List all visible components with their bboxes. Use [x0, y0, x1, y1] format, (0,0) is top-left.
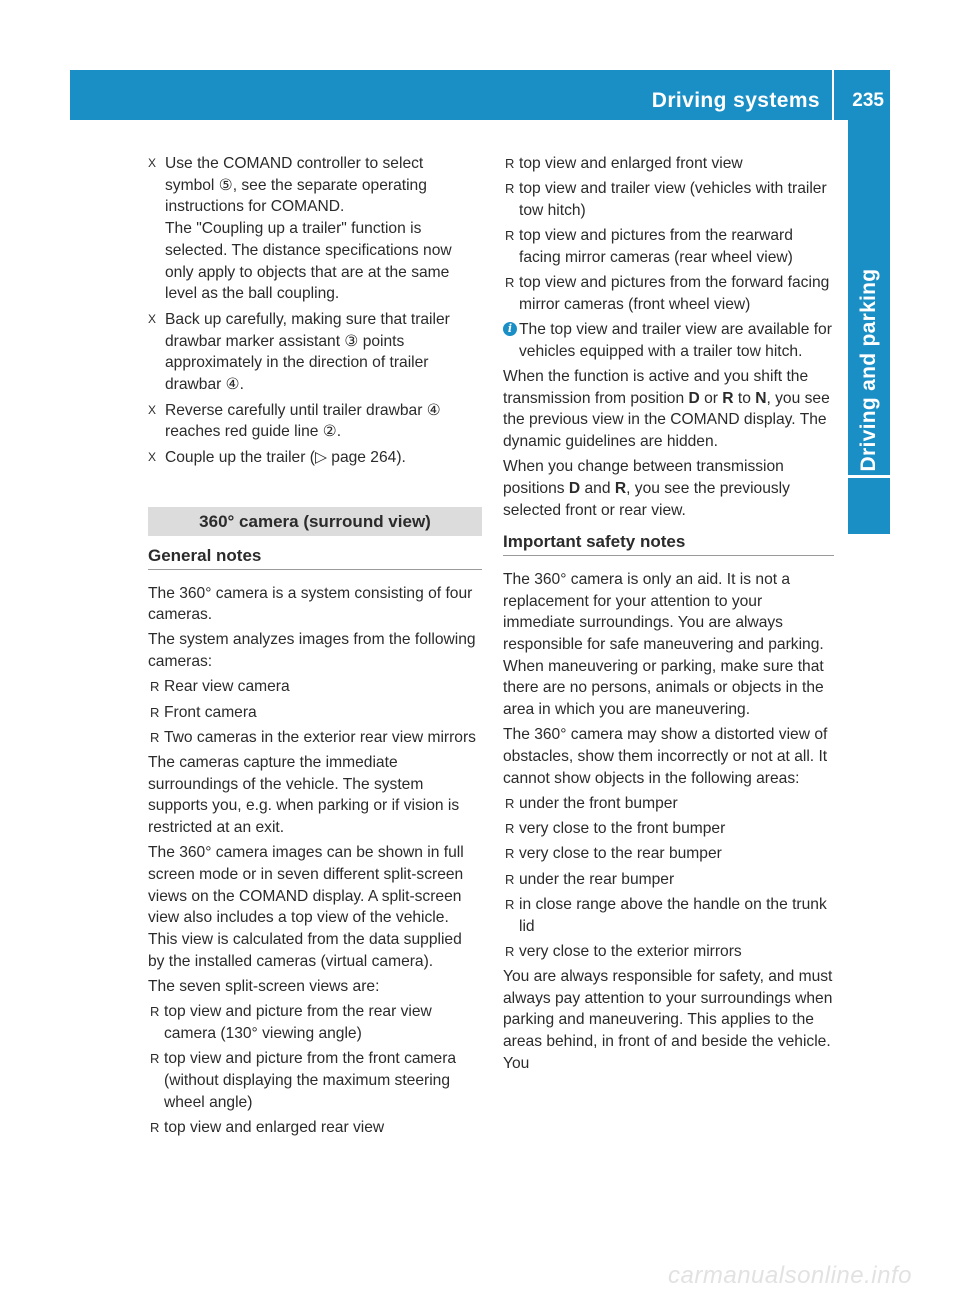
step-line: Use the COMAND controller to select — [165, 155, 424, 172]
paragraph: The 360° camera may show a distorted view of obstacles, show them incorrectly or not at all. It cannot show objects in the following areas: — [503, 726, 828, 787]
list-item — [503, 225, 834, 268]
list-item-text: very close to the rear bumper — [519, 845, 722, 863]
watermark: carmanualsonline.info — [668, 1262, 912, 1289]
header-divider — [832, 70, 834, 120]
gear-position: R — [614, 479, 627, 497]
step-arrow-icon: X — [148, 311, 157, 326]
paragraph: The 360° camera is only an aid. It is not a replacement for your attention to your immediate surroundings. You are always responsible for safe maneuvering and parking. When maneuvering or parking, make sure that there are no persons, animals or objects in the area in which you are maneuvering. — [503, 570, 824, 719]
step-couple-trailer — [148, 447, 482, 469]
step-back-up — [148, 309, 482, 396]
list-item — [503, 818, 834, 840]
list-item-text: under the rear bumper — [519, 870, 675, 888]
side-tab-block — [848, 478, 890, 534]
bullet-icon: R — [505, 156, 515, 171]
paragraph: The seven split-screen views are: — [148, 978, 380, 995]
info-note — [503, 319, 834, 362]
step-arrow-icon: X — [148, 402, 157, 417]
bullet-icon: R — [505, 943, 515, 959]
list-item — [503, 843, 834, 865]
bullet-icon: R — [505, 871, 515, 887]
list-item — [503, 153, 834, 175]
bullet-icon: R — [150, 1119, 160, 1135]
text-run: , you see the previous view in the COMAND display. The dynamic guidelines are hidden. — [503, 389, 830, 450]
paragraph: The cameras capture the immediate surroundings of the vehicle. The system supports you, e.g. when parking or if vision is restricted at an exit. — [148, 753, 460, 837]
text-run: When the function is active and you shift the transmission from position — [503, 367, 809, 407]
step-line: drawbar marker assistant ③ points — [165, 332, 405, 350]
info-note-text: The top view and trailer view are available for vehicles equipped with a trailer tow hitch. — [519, 320, 832, 360]
left-column — [148, 153, 482, 1142]
step-reverse — [148, 400, 482, 443]
step-line: Reverse carefully until trailer drawbar ④ — [165, 401, 441, 419]
gear-position: N — [755, 389, 767, 407]
step-line: symbol ⑤, see the separate operating — [165, 176, 427, 194]
step-line: approximately in the direction of trailer — [165, 354, 429, 372]
list-item-text: top view and enlarged rear view — [164, 1118, 385, 1136]
list-item — [503, 869, 834, 891]
list-item-text: very close to the front bumper — [519, 820, 726, 838]
bullet-icon: R — [505, 228, 515, 244]
bullet-icon: R — [505, 181, 515, 197]
subheading-safety-notes: Important safety notes — [503, 531, 834, 556]
paragraph — [503, 366, 834, 453]
list-item-text: Two cameras in the exterior rear view mirrors — [164, 728, 476, 746]
page-reference-link[interactable]: page 264). — [326, 449, 406, 467]
list-item — [503, 272, 834, 315]
step-arrow-icon: X — [148, 156, 157, 170]
list-item-text: top view and picture from the front camera (without displaying the maximum steering wheel angle) — [164, 1050, 457, 1111]
bullet-icon: R — [505, 821, 515, 837]
list-item — [503, 894, 834, 937]
paragraph: You are always responsible for safety, and must always pay attention to your surroundings when parking and maneuvering. This applies to the areas behind, in front of and beside the vehicle. You — [503, 967, 833, 1072]
paragraph: The 360° camera is a system consisting of four cameras. — [148, 584, 473, 624]
bullet-icon: R — [505, 896, 515, 912]
text-run: , you see the previously selected front or rear view. — [503, 479, 790, 519]
list-item-text: top view and enlarged front view — [519, 155, 743, 172]
bullet-icon: R — [505, 275, 515, 291]
header-bar — [70, 70, 890, 120]
side-tab-label: Driving and parking — [857, 268, 880, 472]
bullet-icon: R — [505, 846, 515, 862]
list-item — [503, 941, 834, 963]
paragraph — [503, 456, 834, 521]
list-item — [503, 178, 834, 221]
list-item-text: top view and picture from the rear view camera (130° viewing angle) — [164, 1003, 432, 1042]
gear-position: D — [568, 479, 581, 497]
list-item-text: top view and pictures from the forward facing mirror cameras (front wheel view) — [519, 274, 830, 313]
step-text: Couple up the trailer ( — [165, 449, 315, 467]
list-item-text: in close range above the handle on the trunk lid — [519, 895, 827, 935]
step-line: Back up carefully, making sure that trailer — [165, 310, 450, 328]
page-number: 235 — [852, 90, 884, 111]
text-run: or — [699, 389, 723, 407]
step-line: instructions for COMAND. — [165, 198, 345, 216]
gear-position: R — [722, 389, 734, 407]
bullet-icon: R — [150, 704, 160, 720]
list-item — [148, 1001, 482, 1044]
text-run: to — [733, 389, 756, 407]
bullet-icon: R — [150, 1004, 160, 1020]
bullet-icon: R — [150, 729, 160, 745]
list-item-text: Rear view camera — [164, 678, 290, 696]
list-item-text: Front camera — [164, 703, 257, 721]
step-line: drawbar ④. — [165, 376, 244, 394]
list-item-text: under the front bumper — [519, 794, 678, 812]
paragraph: The 360° camera images can be shown in full screen mode or in seven different split-screen views on the COMAND display. A split-screen view also includes a top view of the vehicle. This view is calculated from the data supplied by the installed cameras (virtual camera). — [148, 844, 464, 970]
section-title: 360° camera (surround view) — [148, 507, 482, 536]
step-select-symbol — [148, 153, 482, 305]
bullet-icon: R — [150, 1051, 160, 1067]
list-item — [148, 1117, 482, 1139]
chapter-title: Driving systems — [651, 89, 820, 112]
step-result: The "Coupling up a trailer" function is selected. The distance specifications now only apply to objects that are at the same level as the ball coupling. — [165, 220, 452, 303]
subheading-general-notes: General notes — [148, 545, 482, 570]
list-item — [503, 793, 834, 815]
list-item-text: very close to the exterior mirrors — [519, 942, 742, 960]
step-line: reaches red guide line ②. — [165, 423, 342, 441]
paragraph: The system analyzes images from the following cameras: — [148, 631, 476, 671]
list-item — [148, 727, 482, 749]
text-run: When you change between transmission positions — [503, 458, 784, 497]
list-item — [148, 676, 482, 698]
step-arrow-icon: X — [148, 450, 157, 465]
text-run: and — [580, 479, 615, 497]
list-item-text: top view and pictures from the rearward facing mirror cameras (rear wheel view) — [519, 227, 793, 266]
right-column — [503, 153, 834, 1078]
list-item-text: top view and trailer view (vehicles with trailer tow hitch) — [519, 180, 827, 219]
info-icon: i — [503, 322, 517, 336]
list-item — [148, 702, 482, 724]
page-reference-icon: ▷ — [314, 449, 327, 467]
list-item — [148, 1048, 482, 1113]
bullet-icon: R — [150, 679, 160, 695]
gear-position: D — [688, 389, 700, 407]
bullet-icon: R — [505, 795, 515, 811]
